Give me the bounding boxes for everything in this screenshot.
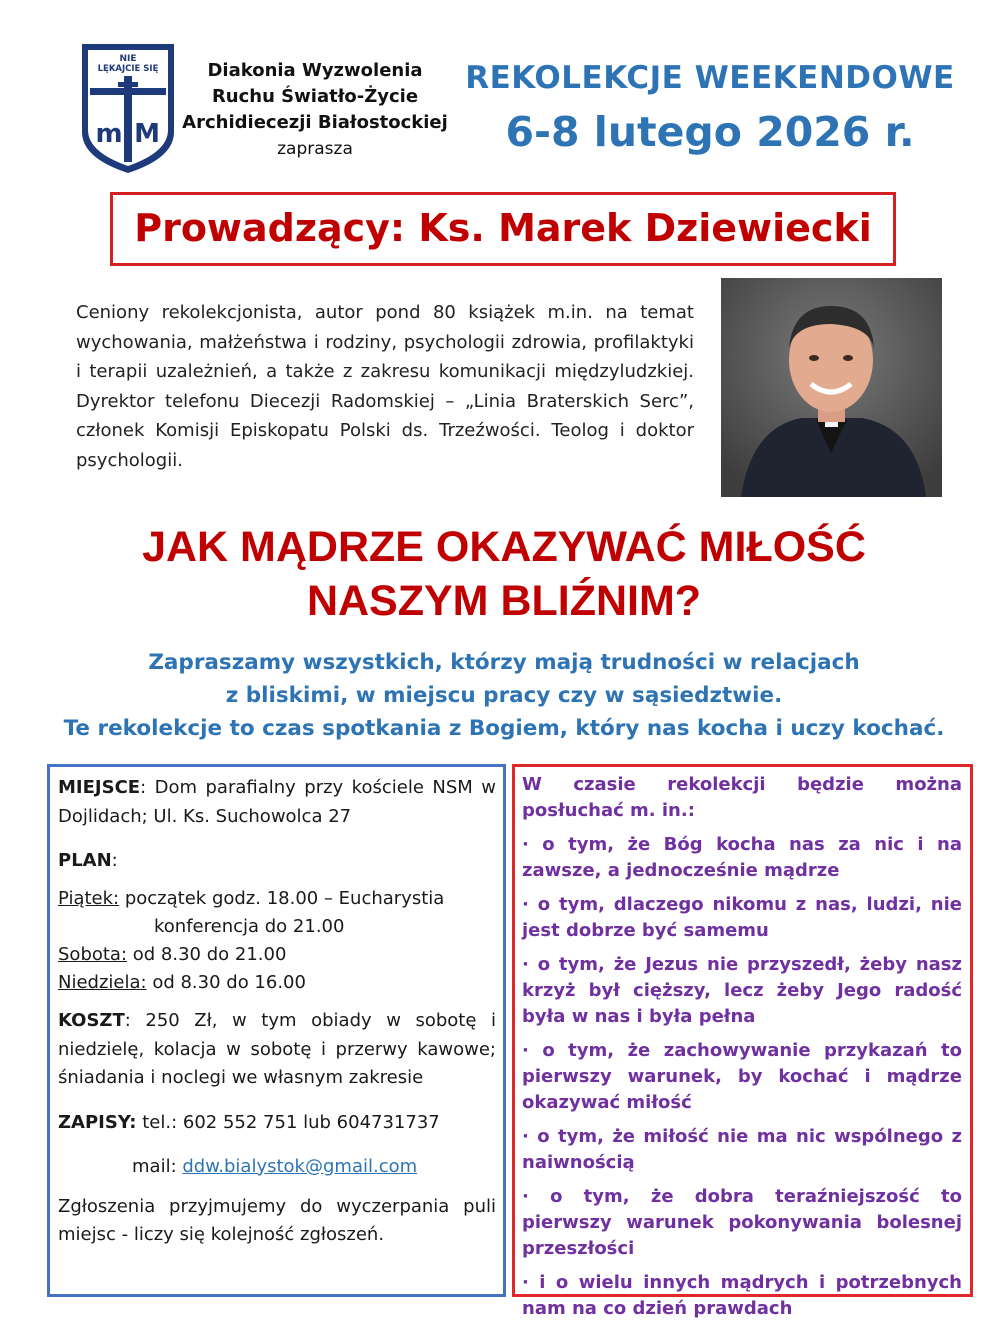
details-content (58, 774, 496, 1250)
leader-photo (721, 278, 942, 497)
movement-logo (78, 40, 178, 176)
place-text: : Dom parafialny przy kościele NSM w Dojlidach; Ul. Ks. Suchowolca 27 (58, 777, 496, 827)
mail-info (58, 1153, 496, 1181)
logo-letter-M: M (134, 119, 160, 149)
friday-label: Piątek: (58, 888, 120, 909)
topic-item: · o tym, że dobra teraźniejszość to pierwszy warunek pokonywania bolesnej przeszłości (522, 1186, 962, 1259)
organizer-line3: Archidiecezji Białostockiej (182, 112, 448, 133)
friday-text: początek godz. 18.00 – Eucharystia (119, 888, 445, 909)
plan-saturday (58, 941, 496, 969)
topics-content (522, 772, 962, 1322)
mail-link[interactable]: ddw.bialystok@gmail.com (182, 1155, 418, 1177)
topics-intro: W czasie rekolekcji będzie można posłuchać m. in.: (522, 774, 962, 821)
topic-item: · o tym, że Jezus nie przyszedł, żeby nasz krzyż był cięższy, lecz żeby Jego radość była w nas i była pełna (522, 954, 962, 1027)
plan-heading: PLAN: (58, 850, 118, 871)
plan-label: PLAN (58, 850, 112, 871)
sunday-label: Niedziela: (58, 972, 147, 993)
cost-label: KOSZT (58, 1010, 125, 1031)
topic-item: · o tym, że Bóg kocha nas za nic i na zawsze, a jednocześnie mądrze (522, 834, 962, 881)
saturday-label: Sobota: (58, 944, 128, 965)
place-info (58, 774, 496, 831)
event-title: REKOLEKCJE WEEKENDOWE (465, 60, 955, 96)
invitation-text (30, 646, 978, 745)
headline-line2: NASZYM BLIŹNIM? (306, 577, 702, 625)
organizer-line1: Diakonia Wyzwolenia (207, 60, 423, 81)
signup-label: ZAPISY: (58, 1111, 137, 1133)
plan-friday-2: konferencja do 21.00 (154, 916, 345, 937)
invitation-line2: z bliskimi, w miejscu pracy czy w sąsiedztwie. (225, 683, 783, 708)
place-label: MIEJSCE (58, 777, 141, 798)
topic-item: · o tym, że miłość nie ma nic wspólnego z naiwnością (522, 1126, 962, 1173)
headline-line1: JAK MĄDRZE OKAZYWAĆ MIŁOŚĆ (142, 523, 866, 571)
saturday-text: od 8.30 do 21.00 (127, 944, 287, 965)
cost-info (58, 1007, 496, 1093)
signup-info (58, 1109, 496, 1137)
invitation-line1: Zapraszamy wszystkich, którzy mają trudności w relacjach (148, 650, 860, 675)
invitation-line3: Te rekolekcje to czas spotkania z Bogiem, który nas kocha i uczy kochać. (63, 716, 945, 741)
organizer-invites: zaprasza (277, 139, 353, 159)
signup-text: tel.: 602 552 751 lub 604731737 (136, 1111, 440, 1133)
cost-text: : 250 Zł, w tym obiady w sobotę i niedzielę, kolacja w sobotę i przerwy kawowe; śniadania i noclegi we własnym zakresie (58, 1010, 496, 1088)
mail-label: mail: (132, 1155, 183, 1177)
plan-friday (58, 885, 496, 913)
topic-item: · i o wielu innych mądrych i potrzebnych nam na co dzień prawdach (522, 1272, 962, 1319)
signup-note: Zgłoszenia przyjmujemy do wyczerpania puli miejsc - liczy się kolejność zgłoszeń. (58, 1195, 496, 1245)
leader-bio: Ceniony rekolekcjonista, autor pond 80 książek m.in. na temat wychowania, małżeństwa i rodziny, psychologii zdrowia, profilaktyki i terapii uzależnień, a także z zakresu komunikacji międzyludzkiej. Dyrektor telefonu Diecezji Radomskiej – „Linia Braterskich Serc”, członek Komisji Episkopatu Polski ds. Trzeźwości. Teolog i doktor psychologii. (76, 302, 694, 471)
logo-motto-line2: LĘKAJCIE SIĘ (97, 64, 159, 74)
topic-item: · o tym, że zachowywanie przykazań to pierwszy warunek, by kochać i mądrze okazywać miłość (522, 1040, 962, 1113)
logo-motto-line1: NIE (119, 54, 137, 64)
organizer-block (180, 58, 450, 162)
main-headline (30, 520, 978, 628)
logo-letter-m: m (95, 119, 123, 149)
organizer-line2: Ruchu Światło-Życie (211, 86, 419, 107)
event-dates: 6-8 lutego 2026 r. (505, 108, 915, 156)
leader-name: Prowadzący: Ks. Marek Dziewiecki (134, 206, 872, 250)
plan-sunday (58, 969, 496, 997)
topic-item: · o tym, dlaczego nikomu z nas, ludzi, nie jest dobrze być samemu (522, 894, 962, 941)
sunday-text: od 8.30 do 16.00 (146, 972, 306, 993)
